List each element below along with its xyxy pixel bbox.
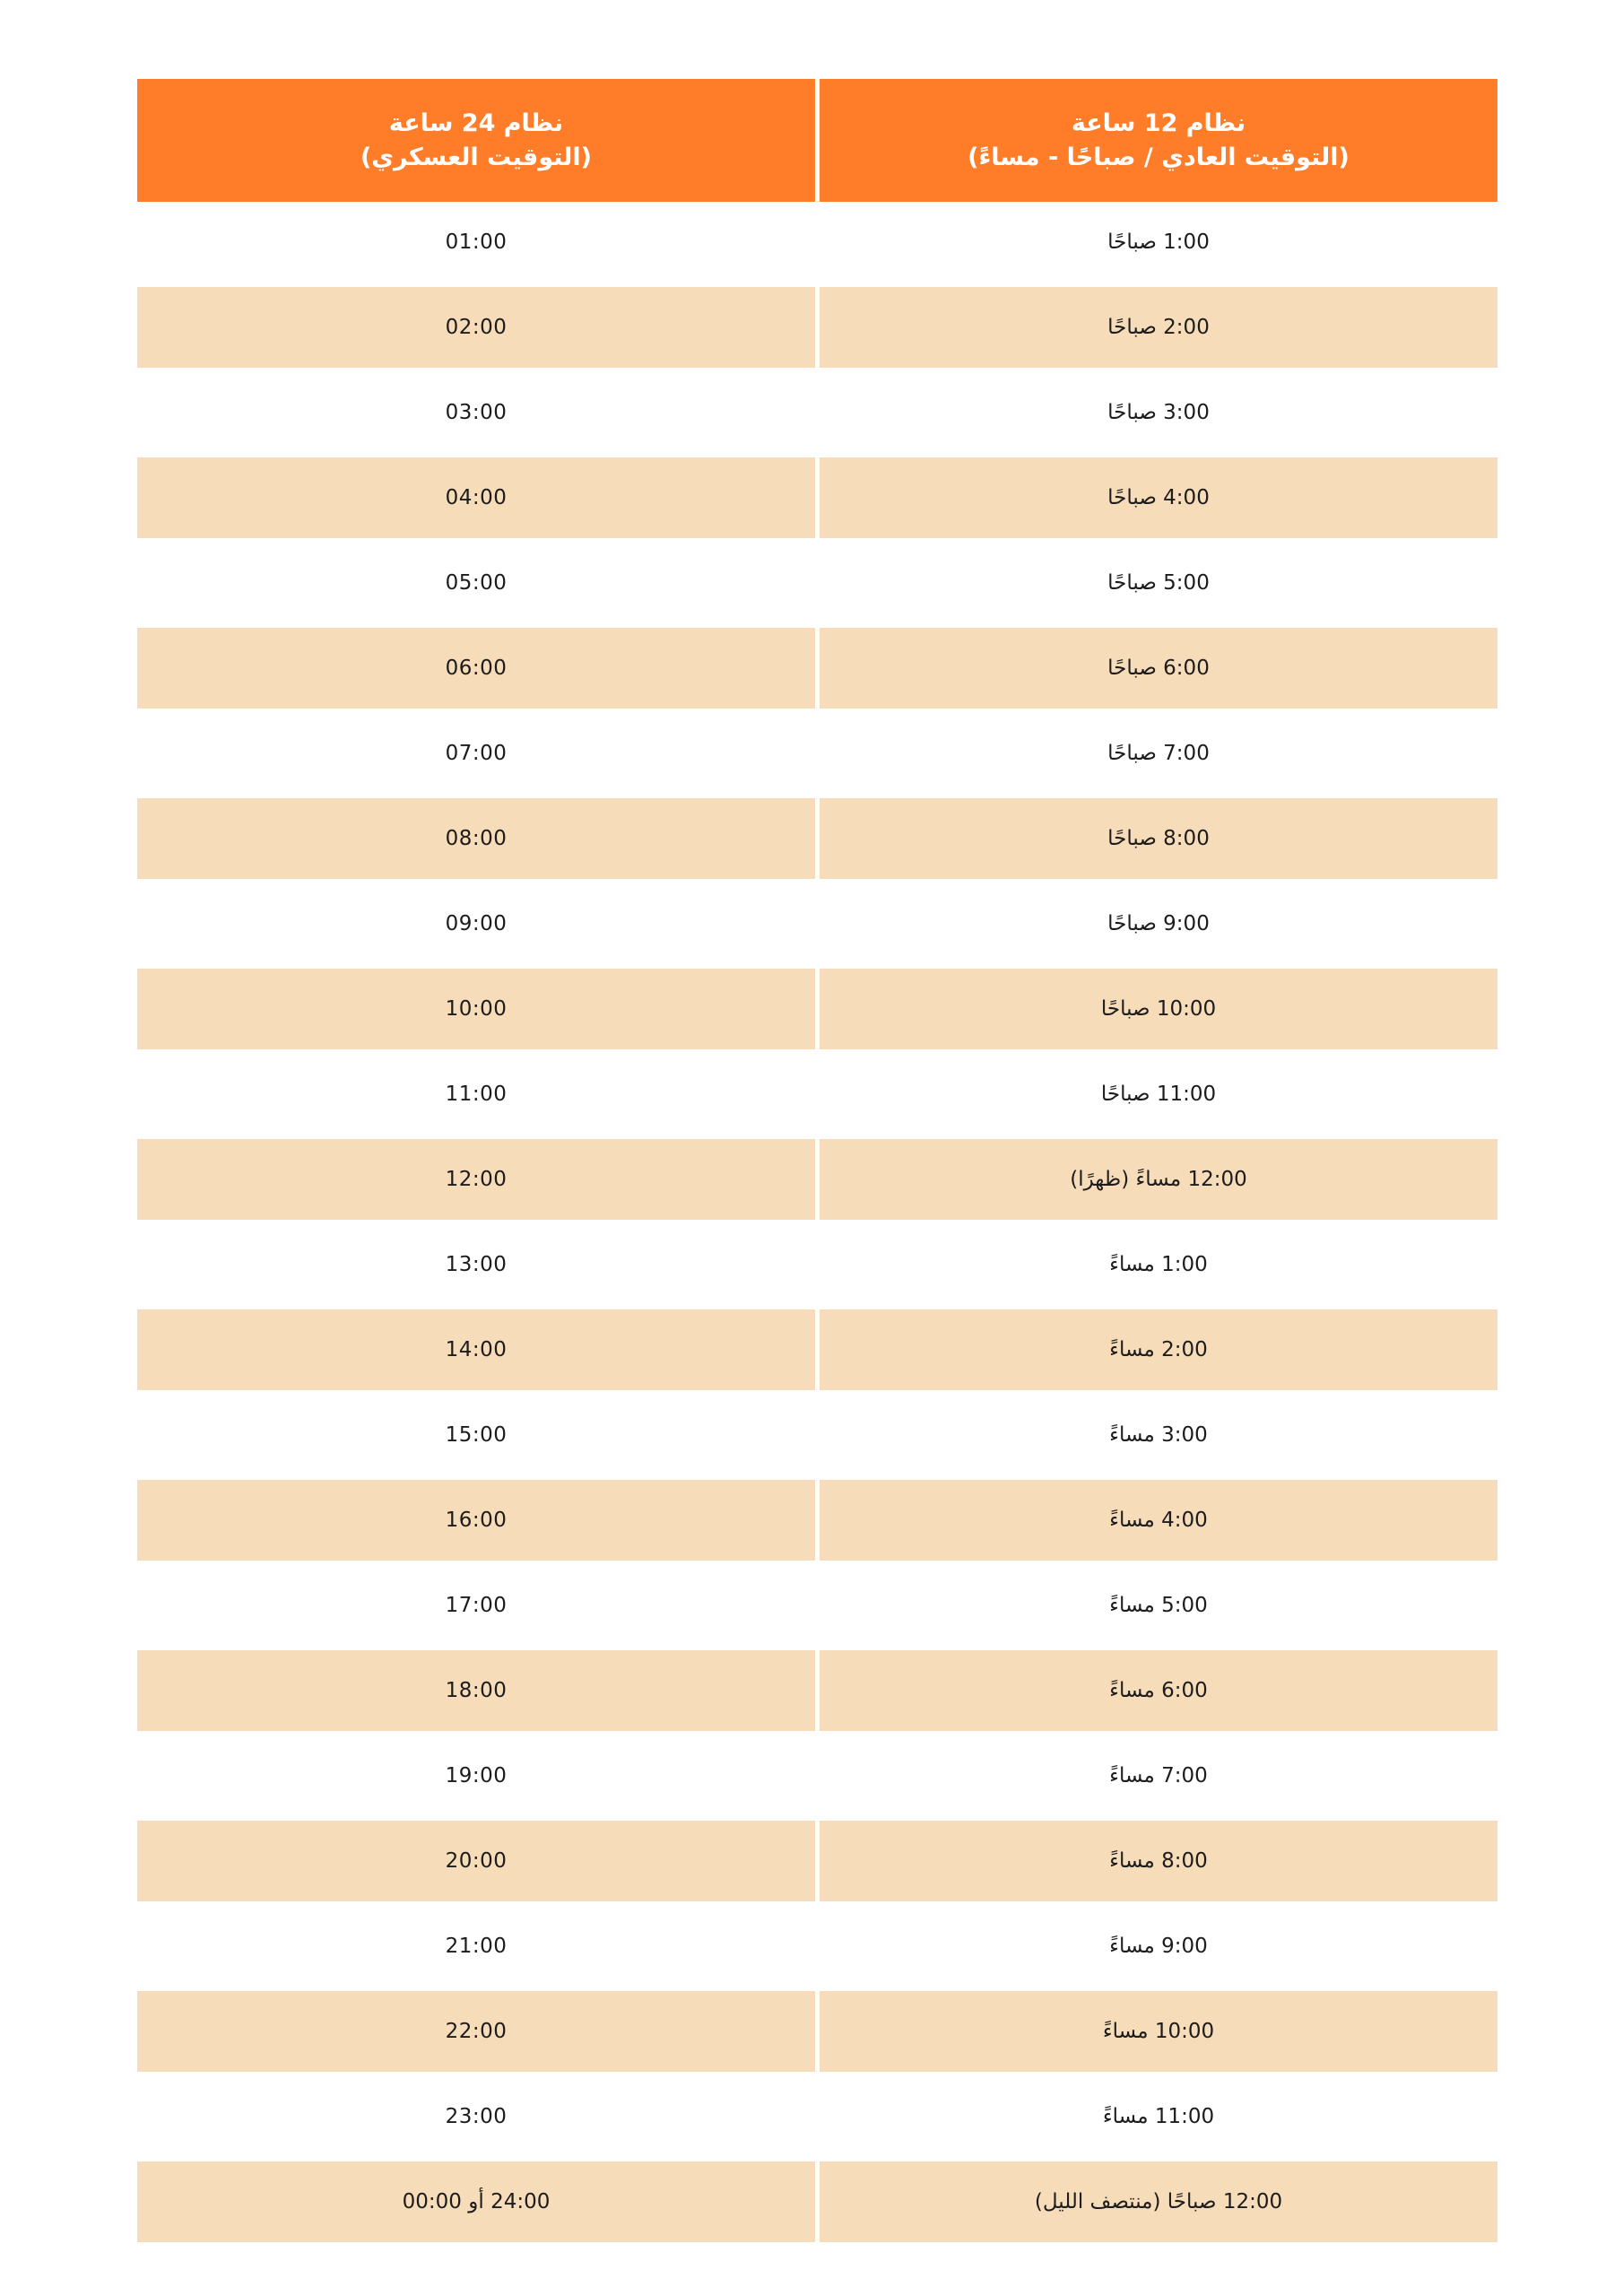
time-12-hour: 1:00 مساءً <box>1109 1253 1208 1276</box>
cell-12-hour <box>820 1054 1497 1135</box>
time-12-hour: 8:00 مساءً <box>1109 1849 1208 1873</box>
table-row <box>137 1565 1497 1646</box>
time-12-hour: 6:00 صباحًا <box>1107 657 1210 680</box>
cell-12-hour <box>820 1821 1497 1901</box>
cell-24-hour <box>137 372 815 453</box>
cell-12-hour <box>820 372 1497 453</box>
cell-24-hour <box>137 1906 815 1987</box>
cell-24-hour <box>137 287 815 368</box>
cell-12-hour <box>820 457 1497 538</box>
time-12-hour: 3:00 صباحًا <box>1107 401 1210 424</box>
cell-12-hour <box>820 713 1497 794</box>
table-row <box>137 1395 1497 1475</box>
cell-12-hour <box>820 1565 1497 1646</box>
table-row <box>137 713 1497 794</box>
table-row <box>137 543 1497 623</box>
time-12-hour: 6:00 مساءً <box>1109 1679 1208 1702</box>
table-row <box>137 372 1497 453</box>
header-12-hour-subtitle: (التوقيت العادي / صباحًا - مساءً) <box>968 143 1350 171</box>
cell-24-hour <box>137 2161 815 2242</box>
table-row <box>137 1735 1497 1816</box>
time-24-hour: 04:00 <box>445 486 508 509</box>
cell-12-hour <box>820 202 1497 283</box>
time-12-hour: 10:00 مساءً <box>1102 2020 1215 2043</box>
table-row <box>137 2161 1497 2242</box>
time-12-hour: 12:00 صباحًا (منتصف الليل) <box>1034 2190 1283 2213</box>
cell-24-hour <box>137 1821 815 1901</box>
time-24-hour: 23:00 <box>445 2105 508 2128</box>
cell-12-hour <box>820 287 1497 368</box>
table-row <box>137 457 1497 538</box>
table-row <box>137 969 1497 1049</box>
time-12-hour: 5:00 صباحًا <box>1107 571 1210 595</box>
table-row <box>137 1821 1497 1901</box>
cell-24-hour <box>137 457 815 538</box>
time-conversion-table <box>137 79 1497 2242</box>
time-12-hour: 8:00 صباحًا <box>1107 827 1210 850</box>
table-body <box>137 202 1497 2242</box>
time-24-hour: 17:00 <box>445 1594 508 1617</box>
cell-24-hour <box>137 2076 815 2157</box>
time-12-hour: 1:00 صباحًا <box>1107 230 1210 254</box>
cell-12-hour <box>820 1991 1497 2072</box>
time-12-hour: 4:00 مساءً <box>1109 1509 1208 1532</box>
cell-24-hour <box>137 1054 815 1135</box>
time-12-hour: 3:00 مساءً <box>1109 1423 1208 1447</box>
time-24-hour: 16:00 <box>445 1509 508 1532</box>
table-row <box>137 1054 1497 1135</box>
cell-12-hour <box>820 1735 1497 1816</box>
time-24-hour: 01:00 <box>445 230 508 254</box>
cell-12-hour <box>820 798 1497 879</box>
time-24-hour: 08:00 <box>445 827 508 850</box>
time-12-hour: 2:00 مساءً <box>1109 1338 1208 1361</box>
header-12-hour-title: نظام 12 ساعة <box>1071 109 1246 137</box>
time-24-hour: 19:00 <box>445 1764 508 1787</box>
cell-24-hour <box>137 202 815 283</box>
cell-24-hour <box>137 1224 815 1305</box>
table-row <box>137 287 1497 368</box>
time-12-hour: 5:00 مساءً <box>1109 1594 1208 1617</box>
header-24-hour-title: نظام 24 ساعة <box>388 109 564 137</box>
cell-12-hour <box>820 2161 1497 2242</box>
time-12-hour: 11:00 مساءً <box>1102 2105 1215 2128</box>
cell-12-hour <box>820 1650 1497 1731</box>
cell-24-hour <box>137 1650 815 1731</box>
time-24-hour: 14:00 <box>445 1338 508 1361</box>
table-row <box>137 1650 1497 1731</box>
table-row <box>137 1139 1497 1220</box>
table-row <box>137 1224 1497 1305</box>
time-24-hour: 03:00 <box>445 401 508 424</box>
header-24-hour <box>137 79 815 202</box>
time-24-hour: 22:00 <box>445 2020 508 2043</box>
time-24-hour: 15:00 <box>445 1423 508 1447</box>
cell-24-hour <box>137 1735 815 1816</box>
cell-24-hour <box>137 1395 815 1475</box>
time-24-hour: 13:00 <box>445 1253 508 1276</box>
time-24-hour: 20:00 <box>445 1849 508 1873</box>
table-header-row <box>137 79 1497 202</box>
time-24-hour: 09:00 <box>445 912 508 935</box>
cell-24-hour <box>137 883 815 964</box>
time-12-hour: 4:00 صباحًا <box>1107 486 1210 509</box>
table-row <box>137 628 1497 709</box>
table-row <box>137 883 1497 964</box>
time-24-hour: 05:00 <box>445 571 508 595</box>
cell-12-hour <box>820 1309 1497 1390</box>
table-row <box>137 2076 1497 2157</box>
time-12-hour: 11:00 صباحًا <box>1100 1083 1217 1106</box>
cell-24-hour <box>137 543 815 623</box>
cell-24-hour <box>137 628 815 709</box>
time-24-hour: 21:00 <box>445 1935 508 1958</box>
cell-24-hour <box>137 1991 815 2072</box>
cell-12-hour <box>820 2076 1497 2157</box>
cell-12-hour <box>820 1224 1497 1305</box>
cell-12-hour <box>820 1480 1497 1561</box>
cell-24-hour <box>137 713 815 794</box>
time-24-hour: 24:00 أو 00:00 <box>402 2190 551 2213</box>
time-24-hour: 18:00 <box>445 1679 508 1702</box>
table-row <box>137 1480 1497 1561</box>
cell-12-hour <box>820 543 1497 623</box>
time-24-hour: 11:00 <box>445 1083 508 1106</box>
time-12-hour: 12:00 مساءً (ظهرًا) <box>1070 1168 1247 1191</box>
cell-12-hour <box>820 1906 1497 1987</box>
time-12-hour: 9:00 مساءً <box>1109 1935 1208 1958</box>
cell-12-hour <box>820 1139 1497 1220</box>
table-row <box>137 1309 1497 1390</box>
cell-12-hour <box>820 969 1497 1049</box>
time-12-hour: 2:00 صباحًا <box>1107 316 1210 339</box>
cell-12-hour <box>820 1395 1497 1475</box>
time-24-hour: 10:00 <box>445 997 508 1021</box>
time-12-hour: 9:00 صباحًا <box>1107 912 1210 935</box>
table-row <box>137 1991 1497 2072</box>
cell-24-hour <box>137 1139 815 1220</box>
time-12-hour: 7:00 صباحًا <box>1107 742 1210 765</box>
time-24-hour: 07:00 <box>445 742 508 765</box>
time-12-hour: 10:00 صباحًا <box>1100 997 1217 1021</box>
cell-24-hour <box>137 1309 815 1390</box>
cell-24-hour <box>137 1480 815 1561</box>
time-24-hour: 02:00 <box>445 316 508 339</box>
table-row <box>137 1906 1497 1987</box>
cell-12-hour <box>820 883 1497 964</box>
cell-24-hour <box>137 969 815 1049</box>
cell-24-hour <box>137 798 815 879</box>
time-24-hour: 12:00 <box>445 1168 508 1191</box>
time-24-hour: 06:00 <box>445 657 508 680</box>
time-12-hour: 7:00 مساءً <box>1109 1764 1208 1787</box>
table-row <box>137 798 1497 879</box>
header-24-hour-subtitle: (التوقيت العسكري) <box>360 143 593 171</box>
table-row <box>137 202 1497 283</box>
cell-24-hour <box>137 1565 815 1646</box>
cell-12-hour <box>820 628 1497 709</box>
header-12-hour <box>820 79 1497 202</box>
